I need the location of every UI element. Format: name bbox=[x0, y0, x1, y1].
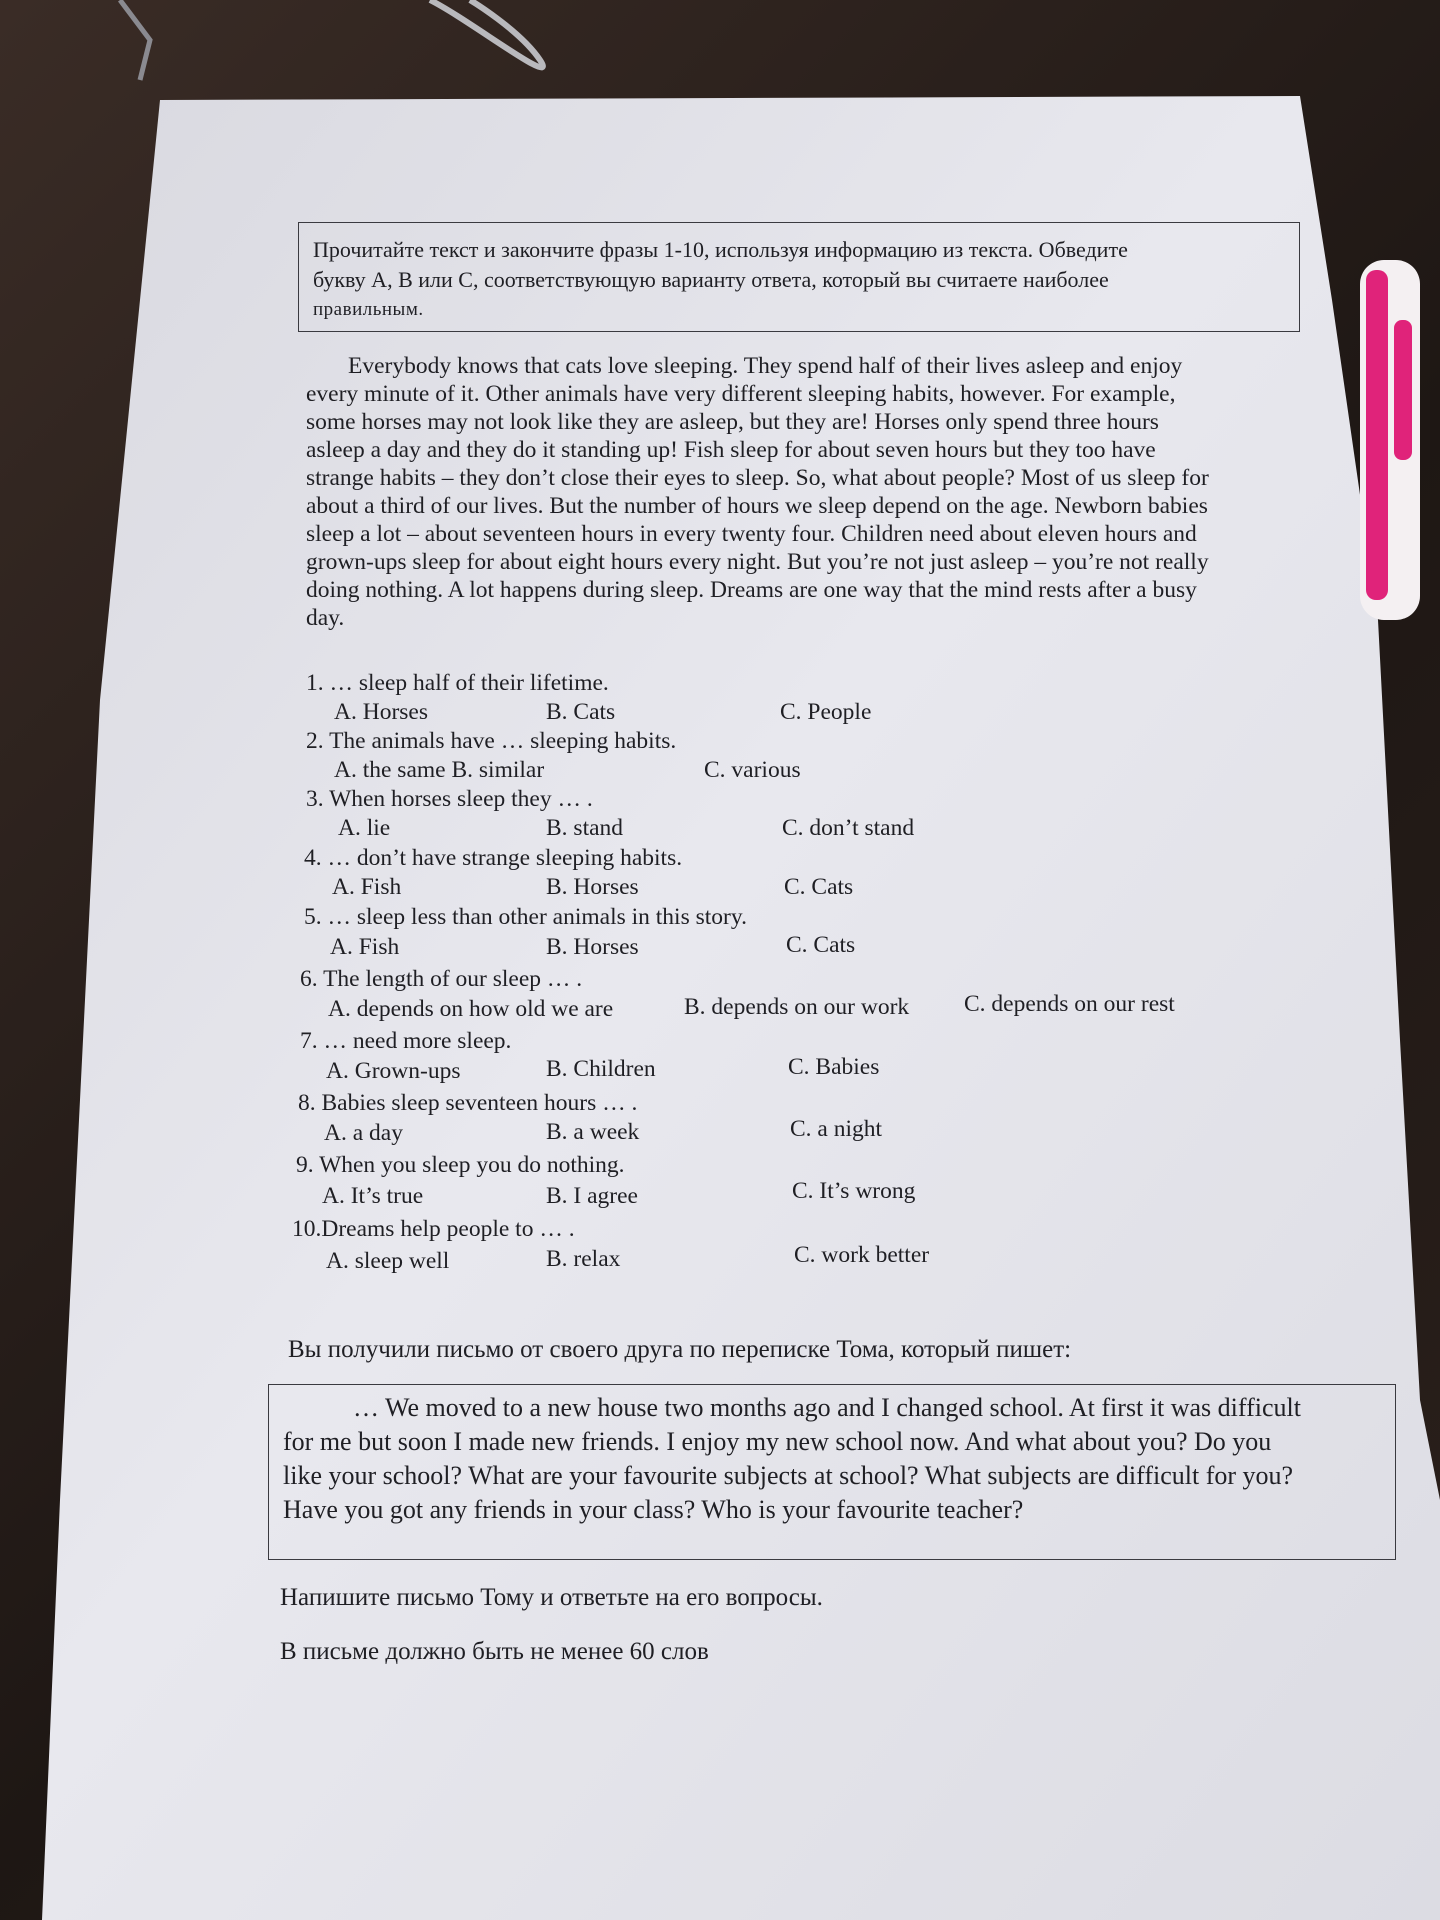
answer-option[interactable]: B. a week bbox=[546, 1119, 640, 1145]
question-stem: 2. The animals have … sleeping habits. bbox=[306, 728, 677, 754]
answer-option[interactable]: B. Horses bbox=[546, 874, 639, 900]
answer-option[interactable]: A. depends on how old we are bbox=[328, 996, 614, 1022]
answer-option[interactable]: A. sleep well bbox=[326, 1248, 450, 1274]
letter-box bbox=[268, 1384, 1396, 1560]
answer-option[interactable]: A. Grown-ups bbox=[326, 1058, 461, 1084]
question-stem: 3. When horses sleep they … . bbox=[306, 786, 593, 812]
question-stem: 1. … sleep half of their lifetime. bbox=[306, 670, 609, 696]
letter-line: … We moved to a new house two months ago and I changed school. At first it was difficult bbox=[353, 1393, 1301, 1422]
passage-line: doing nothing. A lot happens during sleep. Dreams are one way that the mind rests after a busy bbox=[306, 577, 1197, 603]
answer-option[interactable]: C. don’t stand bbox=[782, 815, 915, 841]
passage-line: strange habits – they don’t close their eyes to sleep. So, what about people? Most of us sleep for bbox=[306, 465, 1209, 491]
answer-option[interactable]: C. Cats bbox=[784, 874, 854, 900]
letter-line: like your school? What are your favourite subjects at school? What subjects are difficult for you? bbox=[283, 1461, 1294, 1490]
task-instruction: Напишите письмо Тому и ответьте на его вопросы. bbox=[280, 1584, 823, 1611]
answer-option[interactable]: A. a day bbox=[324, 1120, 403, 1146]
answer-option[interactable]: A. lie bbox=[338, 815, 391, 841]
passage-line: some horses may not look like they are asleep, but they are! Horses only spend three hours bbox=[306, 409, 1159, 435]
answer-option[interactable]: B. Children bbox=[546, 1056, 656, 1082]
answer-option[interactable]: A. Fish bbox=[330, 934, 400, 960]
passage-line: day. bbox=[306, 605, 345, 631]
question-stem: 8. Babies sleep seventeen hours … . bbox=[298, 1090, 638, 1116]
answer-option[interactable]: C. a night bbox=[790, 1116, 883, 1142]
question-stem: 7. … need more sleep. bbox=[300, 1028, 512, 1054]
answer-option[interactable]: B. Horses bbox=[546, 934, 639, 960]
answer-option[interactable]: C. It’s wrong bbox=[792, 1178, 916, 1204]
answer-option[interactable]: C. work better bbox=[794, 1242, 930, 1268]
instruction-line-2: букву A, B или C, соответствующую варианту ответа, который вы считаете наиболее bbox=[313, 267, 1109, 292]
question-stem: 6. The length of our sleep … . bbox=[300, 966, 583, 992]
answer-option[interactable]: C. Babies bbox=[788, 1054, 880, 1080]
question-stem: 10.Dreams help people to … . bbox=[292, 1216, 575, 1242]
passage-line: every minute of it. Other animals have very different sleeping habits, however. For example, bbox=[306, 381, 1176, 407]
answer-option[interactable]: B. I agree bbox=[546, 1183, 638, 1209]
word-count-requirement: В письме должно быть не менее 60 слов bbox=[280, 1638, 709, 1665]
answer-option[interactable]: A. the same B. similar bbox=[334, 757, 545, 783]
answer-option[interactable]: B. relax bbox=[546, 1246, 621, 1272]
answer-option[interactable]: A. Fish bbox=[332, 874, 402, 900]
answer-option[interactable]: A. Horses bbox=[334, 699, 428, 725]
letter-line: for me but soon I made new friends. I enjoy my new school now. And what about you? Do you bbox=[283, 1427, 1272, 1456]
passage-line: sleep a lot – about seventeen hours in every twenty four. Children need about eleven hours and bbox=[306, 521, 1197, 547]
answer-option[interactable]: C. Cats bbox=[786, 932, 856, 958]
answer-option[interactable]: C. People bbox=[780, 699, 872, 725]
passage-line: grown-ups sleep for about eight hours every night. But you’re not just asleep – you’re not really bbox=[306, 549, 1209, 575]
answer-option[interactable]: A. It’s true bbox=[322, 1183, 424, 1209]
answer-option[interactable]: B. stand bbox=[546, 815, 624, 841]
question-stem: 5. … sleep less than other animals in this story. bbox=[304, 904, 747, 930]
answer-option[interactable]: B. Cats bbox=[546, 699, 616, 725]
question-stem: 9. When you sleep you do nothing. bbox=[296, 1152, 625, 1178]
passage-line: Everybody knows that cats love sleeping. They spend half of their lives asleep and enjoy bbox=[348, 353, 1183, 379]
answer-option[interactable]: C. various bbox=[704, 757, 801, 783]
answer-option[interactable]: B. depends on our work bbox=[684, 994, 910, 1020]
question-stem: 4. … don’t have strange sleeping habits. bbox=[304, 845, 683, 871]
passage-line: about a third of our lives. But the number of hours we sleep depend on the age. Newborn babies bbox=[306, 493, 1208, 519]
passage-line: asleep a day and they do it standing up! Fish sleep for about seven hours but they too have bbox=[306, 437, 1156, 463]
reading-passage bbox=[306, 352, 1298, 632]
answer-option[interactable]: C. depends on our rest bbox=[964, 991, 1175, 1017]
instruction-line-3: правильным. bbox=[313, 299, 424, 320]
letter-header: Вы получили письмо от своего друга по переписке Тома, который пишет: bbox=[288, 1336, 1072, 1363]
instruction-box bbox=[298, 222, 1300, 332]
letter-line: Have you got any friends in your class? Who is your favourite teacher? bbox=[283, 1495, 1024, 1524]
instruction-line-1: Прочитайте текст и закончите фразы 1-10, используя информацию из текста. Обведите bbox=[313, 237, 1128, 262]
